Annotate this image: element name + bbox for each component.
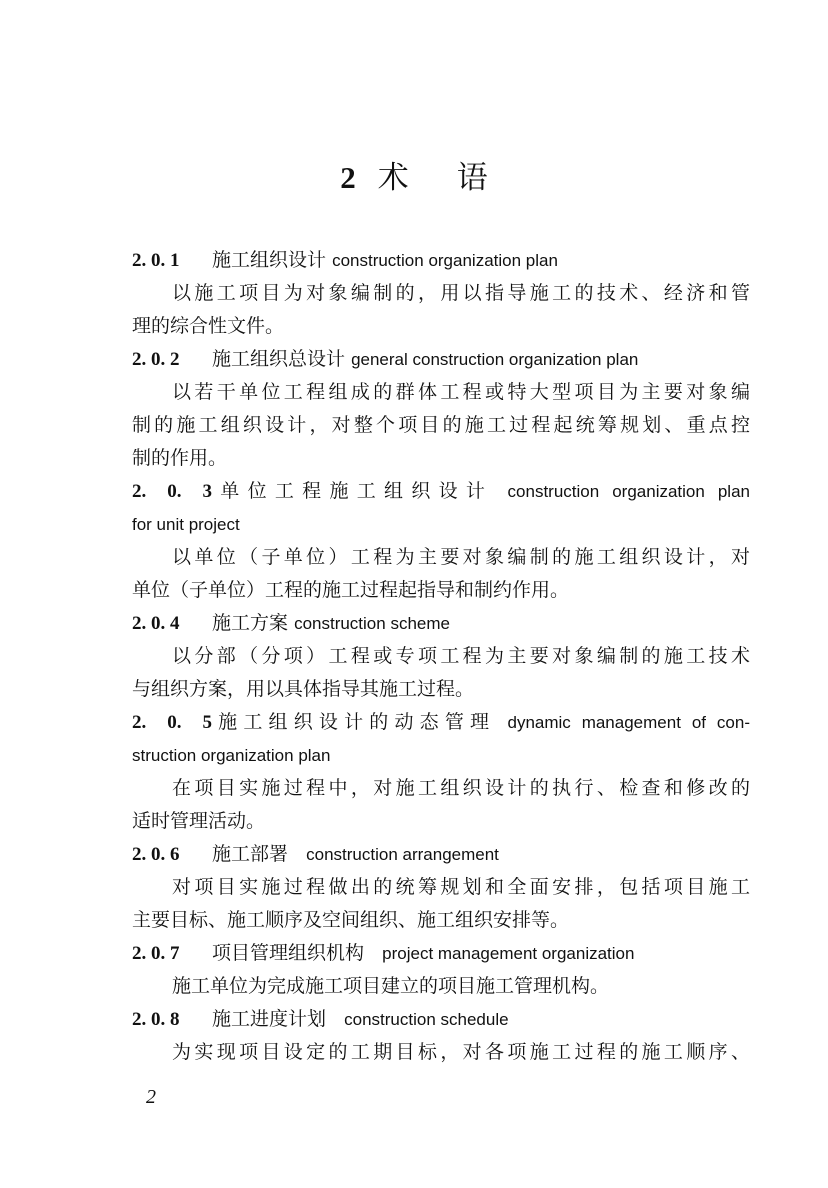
term-heading bbox=[132, 1003, 750, 1036]
term-definition-line: 以若干单位工程组成的群体工程或特大型项目为主要对象编 bbox=[172, 381, 750, 403]
term-heading bbox=[132, 607, 750, 640]
term-name-en-continued: for unit project bbox=[132, 515, 240, 534]
term-number: 2. 0. 8 bbox=[132, 1009, 180, 1030]
page-number: 2 bbox=[146, 1086, 156, 1108]
term-heading bbox=[132, 475, 750, 508]
term-definition-line: 在项目实施过程中，对施工组织设计的执行、检查和修改的 bbox=[172, 777, 750, 799]
chapter-number: 2 bbox=[340, 160, 356, 195]
term-heading bbox=[132, 937, 750, 970]
term-heading bbox=[132, 244, 750, 277]
term-definition-line: 制的施工组织设计，对整个项目的施工过程起统筹规划、重点控 bbox=[132, 414, 750, 436]
term-name-zh: 施工组织设计 bbox=[212, 249, 327, 271]
term-name-zh: 施工组织总设计 bbox=[212, 348, 346, 370]
term-name-en: general construction organization plan bbox=[351, 350, 639, 369]
term-definition-line: 理的综合性文件。 bbox=[132, 315, 285, 337]
term-number: 2. 0. 5 bbox=[132, 712, 212, 733]
term-number: 2. 0. 2 bbox=[132, 349, 180, 370]
term-name-en: construction schedule bbox=[344, 1010, 509, 1029]
term-name-en: construction organization plan bbox=[332, 251, 558, 270]
term-definition-line: 施工单位为完成施工项目建立的项目施工管理机构。 bbox=[172, 975, 610, 997]
term-name-zh: 施工组织设计的动态管理 bbox=[212, 711, 496, 733]
term-name-en: construction arrangement bbox=[306, 845, 499, 864]
term-definition-line: 单位（子单位）工程的施工过程起指导和制约作用。 bbox=[132, 579, 570, 601]
term-name-zh: 施工进度计划 bbox=[212, 1008, 327, 1030]
term-definition-line: 适时管理活动。 bbox=[132, 810, 266, 832]
term-heading bbox=[132, 838, 750, 871]
term-number: 2. 0. 3 bbox=[132, 481, 212, 502]
term-definition-line: 主要目标、施工顺序及空间组织、施工组织安排等。 bbox=[132, 909, 570, 931]
term-number: 2. 0. 7 bbox=[132, 943, 180, 964]
term-name-zh: 单位工程施工组织设计 bbox=[212, 480, 494, 502]
term-name-zh: 施工方案 bbox=[212, 612, 289, 634]
terms-list bbox=[132, 244, 750, 1069]
term-definition-line: 制的作用。 bbox=[132, 447, 228, 469]
term-name-zh: 施工部署 bbox=[212, 843, 289, 865]
term-name-zh: 项目管理组织机构 bbox=[212, 942, 365, 964]
term-number: 2. 0. 4 bbox=[132, 613, 180, 634]
term-name-en-continued: struction organization plan bbox=[132, 746, 331, 765]
chapter-title-char-2: 语 bbox=[456, 160, 488, 196]
term-name-en: project management organization bbox=[382, 944, 635, 963]
term-definition-line: 以分部（分项）工程或专项工程为主要对象编制的施工技术 bbox=[172, 645, 750, 667]
chapter-title-char-1: 术 bbox=[377, 160, 409, 196]
term-number: 2. 0. 1 bbox=[132, 250, 180, 271]
term-definition-line: 以施工项目为对象编制的，用以指导施工的技术、经济和管 bbox=[172, 282, 750, 304]
term-heading bbox=[132, 706, 750, 739]
term-definition-line: 与组织方案，用以具体指导其施工过程。 bbox=[132, 678, 475, 700]
chapter-title bbox=[0, 158, 828, 198]
term-definition-line: 以单位（子单位）工程为主要对象编制的施工组织设计，对 bbox=[172, 546, 750, 568]
term-name-en: dynamic management of con- bbox=[507, 713, 750, 732]
term-name-en: construction scheme bbox=[294, 614, 450, 633]
term-heading bbox=[132, 343, 750, 376]
term-number: 2. 0. 6 bbox=[132, 844, 180, 865]
term-name-en: construction organization plan bbox=[507, 482, 750, 501]
term-definition-line: 为实现项目设定的工期目标，对各项施工过程的施工顺序、 bbox=[172, 1041, 750, 1063]
term-definition-line: 对项目实施过程做出的统筹规划和全面安排，包括项目施工 bbox=[172, 876, 750, 898]
